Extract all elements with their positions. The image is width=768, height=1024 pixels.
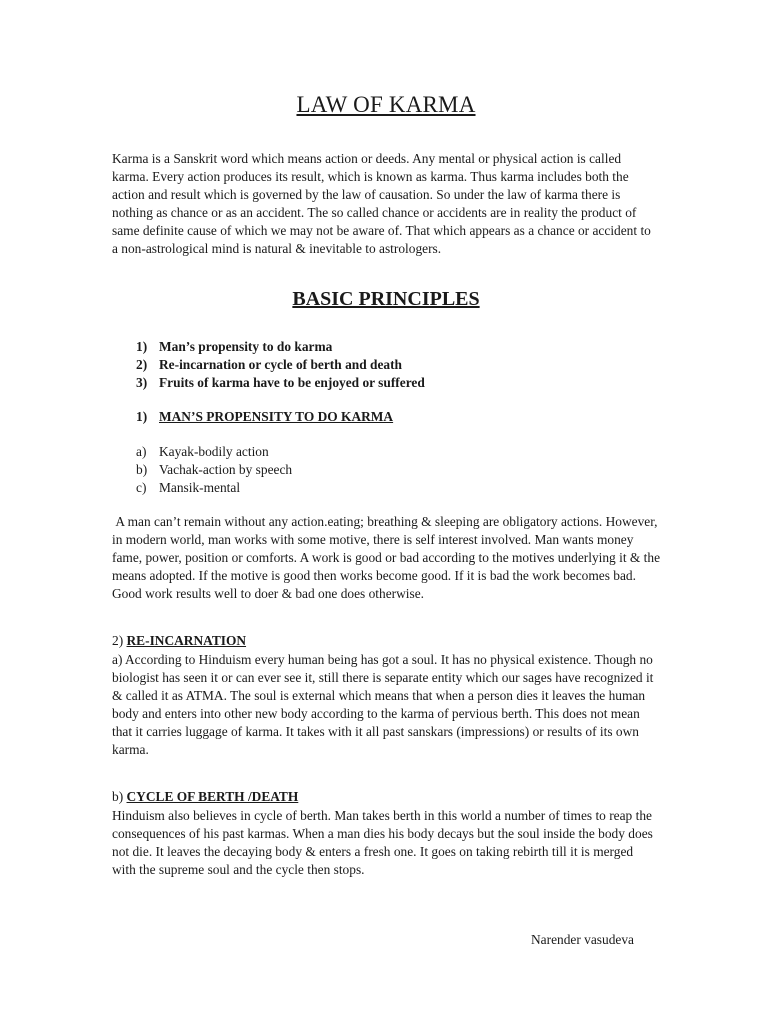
section3-title: CYCLE OF BERTH /DEATH (126, 789, 299, 804)
section1-number: 1) (136, 409, 148, 424)
author-signature: Narender vasudeva (531, 932, 634, 947)
list-item (136, 479, 292, 497)
list-item (136, 461, 292, 479)
section2-number: 2) (112, 633, 127, 648)
list-marker: 1) (136, 339, 148, 354)
list-item (136, 374, 425, 392)
list-text: Re-incarnation or cycle of berth and death (159, 356, 402, 372)
section1-body: A man can’t remain without any action.eating; breathing & sleeping are obligatory actions. However, in modern world, man works with some motive, there is self interest involved. Man wants money fame, power, position or comforts. A work is good or bad according to the motives underlying it & the means adopted. If the motive is good then works become good. If it is bad the work becomes bad. Good work results well to doer & bad one does otherwise. (112, 514, 664, 601)
section2-title: RE-INCARNATION (126, 633, 247, 648)
principles-list (136, 338, 425, 391)
section1-heading (136, 409, 393, 425)
list-marker: b) (136, 461, 148, 477)
list-marker: 3) (136, 374, 148, 390)
list-text: Vachak-action by speech (159, 461, 293, 477)
list-item (136, 443, 292, 461)
list-item (136, 338, 425, 356)
action-types-list (136, 443, 292, 496)
section2-body: a) According to Hinduism every human being has got a soul. It has no physical existence. Though no biologist has seen it or can ever see it, still there is separate entity which our sages have recognized it & called it as ATMA. The soul is external which means that when a person dies it leaves the human body and enters into other new body according to the karma of pervious berth. This does not mean that it carries luggage of karma. It takes with it all past sanskars (impressions) or results of its own karma. (112, 652, 654, 757)
principles-heading: BASIC PRINCIPLES (292, 288, 480, 310)
list-item (136, 356, 425, 374)
list-text: Kayak-bodily action (159, 444, 269, 459)
section1-title: MAN’S PROPENSITY TO DO KARMA (159, 409, 394, 424)
list-marker: c) (136, 479, 147, 495)
list-text: Man’s propensity to do karma (159, 339, 333, 354)
section2-heading (112, 633, 246, 649)
section3-number: b) (112, 789, 127, 804)
document-title: LAW OF KARMA (296, 92, 476, 117)
list-marker: a) (136, 444, 147, 459)
intro-paragraph: Karma is a Sanskrit word which means action or deeds. Any mental or physical action is called karma. Every action produces its result, which is known as karma. Thus karma includes both the action and result which is governed by the law of causation. So under the law of karma there is nothing as chance or as an accident. The so called chance or accidents are in reality the product of same definite cause of which we may not be aware of. That which appears as a chance or accident to a non-astrological mind is natural & inevitable to astrologers. (112, 151, 651, 256)
list-text: Mansik-mental (159, 479, 241, 495)
list-text: Fruits of karma have to be enjoyed or suffered (159, 374, 425, 390)
section3-body: Hinduism also believes in cycle of berth. Man takes berth in this world a number of times to reap the consequences of his past karmas. When a man dies his body decays but the soul inside the body does not die. It leaves the decaying body & enters a fresh one. It goes on taking rebirth till it is merged with the supreme soul and the cycle then stops. (112, 808, 653, 877)
section3-heading (112, 789, 298, 805)
list-marker: 2) (136, 356, 148, 372)
